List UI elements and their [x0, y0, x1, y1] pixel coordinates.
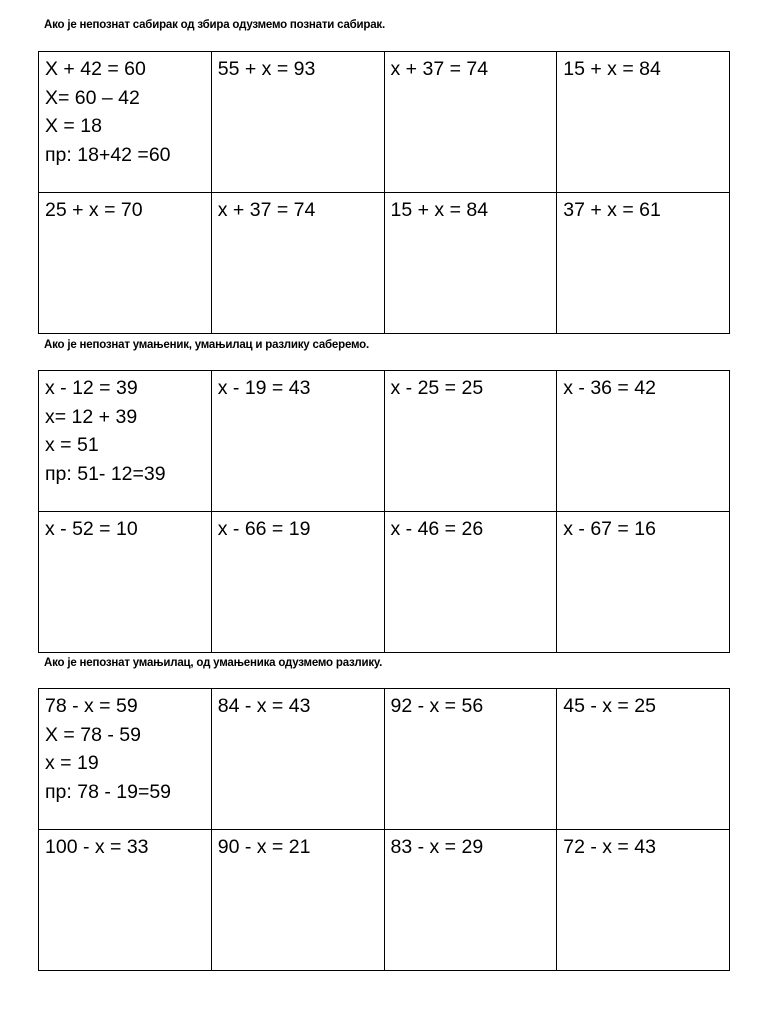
equation-line: x + 37 = 74: [217, 199, 316, 221]
table-cell: [557, 52, 730, 193]
table-cell: [211, 689, 384, 830]
equation-line: пр: 78 - 19=59: [45, 780, 172, 803]
equation-line: 78 - x = 59: [45, 695, 138, 717]
equation-line: X + 42 = 60: [45, 58, 146, 80]
table-cell: [557, 371, 730, 512]
equation-line: x - 19 = 43: [217, 377, 311, 399]
equation-line: x - 36 = 42: [563, 377, 656, 399]
table-cell: [384, 371, 557, 512]
table-cell: [384, 512, 557, 653]
table-cell: [39, 689, 212, 830]
table-cell: [211, 830, 384, 971]
table-cell: [384, 193, 557, 334]
equation-line: 83 - x = 29: [390, 836, 484, 858]
equation-line: 72 - x = 43: [563, 836, 656, 858]
section-2-table: [38, 370, 730, 653]
section-1-heading: Ако је непознат сабирак од збира одузмемо познати сабирак.: [44, 19, 385, 31]
equation-line: пр: 18+42 =60: [45, 143, 171, 166]
table-row: [39, 689, 730, 830]
section-2-heading: Ако је непознат умањеник, умањилац и разлику саберемо.: [44, 339, 369, 351]
table-cell: [557, 830, 730, 971]
table-row: [39, 830, 730, 971]
equation-line: x + 37 = 74: [390, 58, 489, 80]
equation-line: 15 + x = 84: [390, 199, 489, 221]
table-cell: [557, 689, 730, 830]
table-cell: [384, 689, 557, 830]
table-row: [39, 52, 730, 193]
table-row: [39, 371, 730, 512]
table-cell: [39, 52, 212, 193]
equation-line: 55 + x = 93: [217, 58, 316, 80]
equation-line: x - 46 = 26: [390, 518, 484, 540]
equation-line: x= 12 + 39: [45, 405, 138, 428]
equation-line: 84 - x = 43: [217, 695, 311, 717]
equation-line: x - 67 = 16: [563, 518, 656, 540]
equation-line: 90 - x = 21: [217, 836, 311, 858]
table-cell: [39, 830, 212, 971]
table-cell: [557, 512, 730, 653]
table-cell: [211, 512, 384, 653]
equation-line: x = 51: [45, 434, 99, 456]
equation-line: x - 52 = 10: [45, 518, 138, 540]
equation-line: x - 66 = 19: [217, 518, 311, 540]
section-3-heading: Ако је непознат умањилац, од умањеника одузмемо разлику.: [44, 657, 383, 669]
equation-line: 45 - x = 25: [563, 695, 656, 717]
section-3-table: [38, 688, 730, 971]
equation-line: 25 + x = 70: [45, 199, 143, 221]
equation-line: 100 - x = 33: [45, 836, 149, 858]
equation-line: x = 19: [45, 752, 99, 774]
equation-line: x - 12 = 39: [45, 377, 138, 399]
table-cell: [39, 371, 212, 512]
table-row: [39, 512, 730, 653]
table-cell: [211, 371, 384, 512]
equation-line: пр: 51- 12=39: [45, 462, 166, 485]
equation-line: x - 25 = 25: [390, 377, 484, 399]
equation-line: X = 78 - 59: [45, 723, 141, 746]
table-cell: [557, 193, 730, 334]
table-row: [39, 193, 730, 334]
table-cell: [39, 512, 212, 653]
equation-line: 15 + x = 84: [563, 58, 661, 80]
equation-line: 92 - x = 56: [390, 695, 484, 717]
equation-line: 37 + x = 61: [563, 199, 661, 221]
table-cell: [384, 830, 557, 971]
section-1-table: [38, 51, 730, 334]
table-cell: [384, 52, 557, 193]
equation-line: X = 18: [45, 115, 102, 137]
table-cell: [211, 193, 384, 334]
equation-line: X= 60 – 42: [45, 86, 140, 109]
table-cell: [39, 193, 212, 334]
table-cell: [211, 52, 384, 193]
